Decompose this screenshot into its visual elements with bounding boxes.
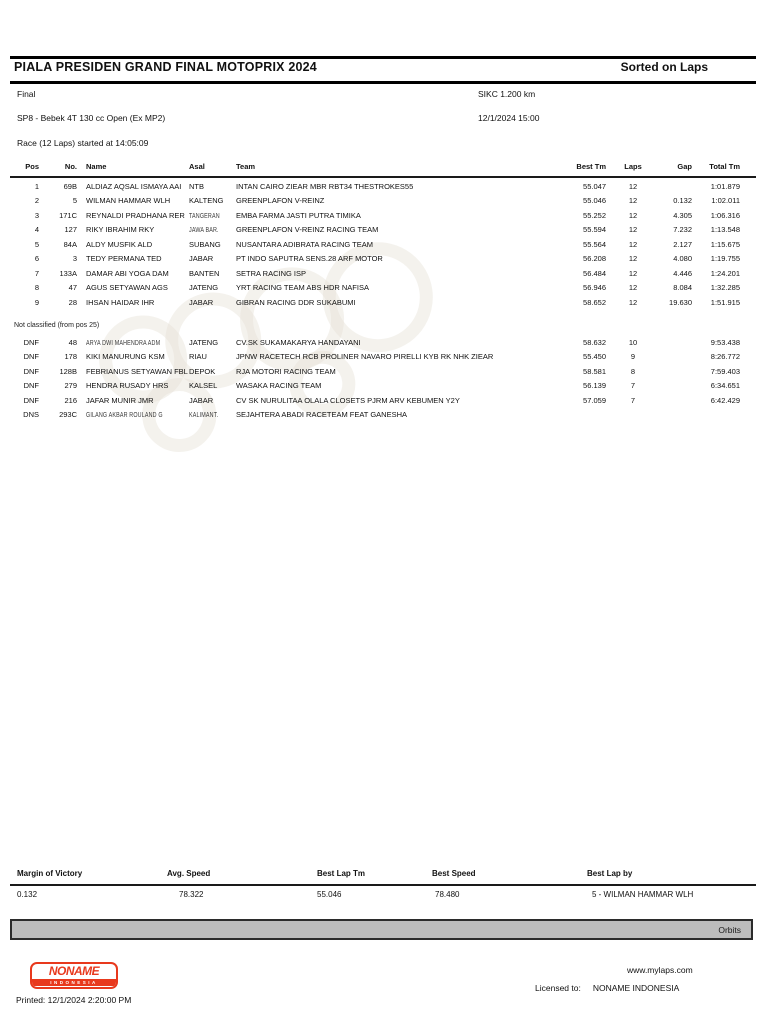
cell-no: 128B	[59, 366, 77, 376]
race-info-label: Race (12 Laps) started at 14:05:09	[17, 138, 149, 148]
orbits-footer-bar	[10, 919, 753, 940]
cell-name: JAFAR MUNIR JMR	[86, 395, 154, 405]
cell-name: REYNALDI PRADHANA RER	[86, 210, 185, 220]
cell-laps: 12	[628, 196, 638, 206]
cell-total: 1:15.675	[710, 239, 740, 249]
cell-team: GREENPLAFON V-REINZ	[236, 196, 325, 206]
cell-name: HENDRA RUSADY HRS	[86, 381, 169, 391]
cell-no: 171C	[59, 210, 77, 220]
cell-pos: DNF	[23, 337, 39, 347]
printed-timestamp: Printed: 12/1/2024 2:20:00 PM	[16, 995, 132, 1005]
cell-team: RJA MOTORI RACING TEAM	[236, 366, 336, 376]
cell-no: 216	[64, 395, 77, 405]
summary-value-avg-speed: 78.322	[179, 890, 204, 899]
cell-asal: DEPOK	[189, 366, 216, 376]
cell-no: 5	[72, 196, 77, 206]
summary-header-margin: Margin of Victory	[17, 869, 83, 878]
cell-no: 84A	[63, 239, 77, 249]
cell-asal: KALTENG	[189, 196, 224, 206]
cell-team: WASAKA RACING TEAM	[236, 381, 322, 391]
cell-name: ALDY MUSFIK ALD	[86, 239, 153, 249]
cell-asal: NTB	[189, 181, 204, 191]
cell-pos: 5	[34, 239, 39, 249]
cell-total: 1:02.011	[711, 196, 740, 206]
class-label: SP8 - Bebek 4T 130 cc Open (Ex MP2)	[17, 113, 166, 123]
table-header-rule	[10, 176, 756, 178]
cell-asal: JAWA BAR.	[189, 225, 219, 235]
table-row	[8, 364, 740, 379]
cell-laps: 12	[628, 268, 638, 278]
cell-total: 1:13.548	[710, 225, 740, 235]
cell-total: 6:42.429	[710, 395, 740, 405]
cell-name: GILANG AKBAR ROULAND G	[86, 410, 163, 420]
table-row	[8, 237, 740, 252]
results-table-header	[8, 162, 740, 174]
cell-gap: 7.232	[673, 225, 692, 235]
cell-best: 56.208	[583, 254, 606, 264]
cell-best: 55.252	[583, 210, 606, 220]
cell-best: 58.652	[583, 297, 606, 307]
cell-no: 133A	[59, 268, 77, 278]
cell-no: 28	[68, 297, 77, 307]
cell-total: 6:34.651	[710, 381, 740, 391]
col-header-name: Name	[86, 162, 107, 171]
cell-total: 7:59.403	[710, 366, 740, 376]
top-rule	[10, 56, 756, 59]
cell-no: 47	[68, 283, 77, 293]
cell-team: EMBA FARMA JASTI PUTRA TIMIKA	[236, 210, 361, 220]
cell-gap: 8.084	[673, 283, 692, 293]
cell-pos: DNS	[23, 410, 39, 420]
cell-name: KIKI MANURUNG KSM	[86, 352, 165, 362]
col-header-total-tm: Total Tm	[709, 162, 740, 171]
licensed-line	[535, 983, 679, 993]
cell-asal: KALSEL	[189, 381, 218, 391]
cell-team: PT INDO SAPUTRA SENS.28 ARF MOTOR	[236, 254, 383, 264]
col-header-no: No.	[64, 162, 77, 171]
cell-pos: 1	[34, 181, 39, 191]
cell-laps: 7	[630, 381, 636, 391]
table-row	[8, 408, 740, 423]
cell-team: INTAN CAIRO ZIEAR MBR RBT34 THESTROKES55	[236, 181, 414, 191]
cell-pos: DNF	[23, 366, 39, 376]
cell-name: ARYA DWI MAHENDRA ADM	[86, 337, 161, 347]
table-row	[8, 179, 740, 194]
table-row	[8, 379, 740, 394]
header-bottom-rule	[10, 81, 756, 84]
cell-total: 1:24.201	[710, 268, 740, 278]
track-label: SIKC 1.200 km	[478, 89, 536, 99]
cell-laps: 10	[628, 337, 638, 347]
session-label: Final	[17, 89, 36, 99]
cell-team: JPNW RACETECH RCB PROLINER NAVARO PIRELLI KYB RK NHK ZIEAR	[236, 352, 494, 362]
cell-name: FEBRIANUS SETYAWAN FBL	[86, 366, 188, 376]
table-row	[8, 194, 740, 209]
cell-best: 58.581	[583, 366, 606, 376]
cell-best: 56.946	[583, 283, 606, 293]
cell-name: RIKY IBRAHIM RKY	[86, 225, 155, 235]
summary-values-row	[17, 890, 757, 899]
table-row	[8, 266, 740, 281]
table-row	[8, 335, 740, 350]
cell-pos: 2	[34, 196, 39, 206]
cell-team: YRT RACING TEAM ABS HDR NAFISA	[236, 283, 369, 293]
classified-results	[8, 179, 740, 310]
cell-no: 178	[64, 352, 77, 362]
cell-asal: RIAU	[189, 352, 207, 362]
cell-name: ALDIAZ AQSAL ISMAYA AAI	[86, 181, 182, 191]
page-title: PIALA PRESIDEN GRAND FINAL MOTOPRIX 2024	[14, 60, 317, 74]
cell-name: DAMAR ABI YOGA DAM	[86, 268, 169, 278]
mylaps-url: www.mylaps.com	[627, 965, 693, 975]
not-classified-results	[8, 335, 740, 422]
cell-no: 48	[68, 337, 77, 347]
cell-asal: JABAR	[189, 395, 214, 405]
cell-pos: 6	[34, 254, 39, 264]
cell-laps: 12	[628, 254, 638, 264]
cell-team: CV.SK SUKAMAKARYA HANDAYANI	[236, 337, 361, 347]
cell-name: WILMAN HAMMAR WLH	[86, 196, 171, 206]
cell-laps: 12	[628, 297, 638, 307]
cell-gap: 0.132	[673, 196, 692, 206]
cell-team: SEJAHTERA ABADI RACETEAM FEAT GANESHA	[236, 410, 408, 420]
cell-total: 1:19.755	[710, 254, 740, 264]
cell-laps: 12	[628, 181, 638, 191]
summary-header-best-lap: Best Lap Tm	[317, 869, 366, 878]
cell-asal: BANTEN	[189, 268, 220, 278]
table-row	[8, 208, 740, 223]
cell-name: IHSAN HAIDAR IHR	[86, 297, 155, 307]
cell-best: 58.632	[583, 337, 606, 347]
cell-team: SETRA RACING ISP	[236, 268, 307, 278]
cell-total: 1:01.879	[710, 181, 740, 191]
cell-total: 1:51.915	[710, 297, 740, 307]
noname-logo	[30, 962, 118, 989]
summary-header-avg-speed: Avg. Speed	[167, 869, 211, 878]
cell-asal: JABAR	[189, 254, 214, 264]
cell-pos: 8	[34, 283, 39, 293]
cell-asal: KALIMANT.	[189, 410, 219, 420]
cell-gap: 4.305	[673, 210, 692, 220]
cell-team: GIBRAN RACING DDR SUKABUMI	[236, 297, 356, 307]
cell-laps: 12	[628, 283, 638, 293]
table-row	[8, 281, 740, 296]
cell-pos: 4	[34, 225, 39, 235]
cell-pos: DNF	[23, 395, 39, 405]
cell-best: 55.450	[583, 352, 606, 362]
cell-asal: JATENG	[189, 337, 219, 347]
cell-asal: TANGERAN	[189, 210, 220, 220]
cell-asal: JATENG	[189, 283, 219, 293]
summary-rule	[10, 884, 756, 886]
summary-value-best-lap-by: 5 - WILMAN HAMMAR WLH	[592, 890, 694, 899]
cell-laps: 12	[628, 225, 638, 235]
col-header-best-tm: Best Tm	[576, 162, 606, 171]
cell-laps: 9	[630, 352, 636, 362]
cell-pos: DNF	[23, 352, 39, 362]
cell-gap: 4.080	[673, 254, 692, 264]
cell-gap: 2.127	[673, 239, 692, 249]
summary-header-best-speed: Best Speed	[432, 869, 476, 878]
table-row	[8, 223, 740, 238]
cell-laps: 12	[628, 239, 638, 249]
cell-best: 55.564	[583, 239, 606, 249]
col-header-gap: Gap	[677, 162, 692, 171]
cell-team: CV SK NURULITAA OLALA CLOSETS PJRM ARV KEBUMEN Y2Y	[236, 395, 460, 405]
summary-value-best-speed: 78.480	[435, 890, 460, 899]
cell-best: 56.139	[583, 381, 606, 391]
table-row	[8, 393, 740, 408]
cell-total: 8:26.772	[710, 352, 740, 362]
cell-best: 56.484	[583, 268, 606, 278]
cell-best: 55.594	[583, 225, 606, 235]
cell-laps: 12	[628, 210, 638, 220]
cell-laps: 8	[630, 366, 636, 376]
table-row	[8, 295, 740, 310]
cell-best: 57.059	[583, 395, 606, 405]
cell-asal: JABAR	[189, 297, 214, 307]
cell-total: 9:53.438	[710, 337, 740, 347]
cell-no: 3	[72, 254, 77, 264]
cell-gap: 4.446	[673, 268, 692, 278]
cell-best: 55.046	[583, 196, 606, 206]
cell-total: 1:32.285	[710, 283, 740, 293]
cell-name: AGUS SETYAWAN AGS	[86, 283, 168, 293]
summary-value-best-lap: 55.046	[317, 890, 342, 899]
cell-no: 127	[64, 225, 77, 235]
cell-no: 279	[64, 381, 77, 391]
cell-best: 55.047	[583, 181, 606, 191]
cell-asal: SUBANG	[189, 239, 221, 249]
cell-pos: 7	[34, 268, 39, 278]
datetime-label: 12/1/2024 15:00	[478, 113, 540, 123]
cell-team: NUSANTARA ADIBRATA RACING TEAM	[236, 239, 373, 249]
licensed-to-name: NONAME INDONESIA	[592, 983, 680, 993]
cell-laps: 7	[630, 395, 636, 405]
col-header-team: Team	[236, 162, 256, 171]
summary-header-best-lap-by: Best Lap by	[587, 869, 633, 878]
cell-total: 1:06.316	[710, 210, 740, 220]
summary-value-margin: 0.132	[17, 890, 38, 899]
licensed-to-label: Licensed to:	[535, 983, 581, 993]
cell-name: TEDY PERMANA TED	[86, 254, 162, 264]
not-classified-label: Not classified (from pos 25)	[14, 322, 100, 329]
orbits-label: Orbits	[718, 924, 741, 935]
cell-pos: 9	[34, 297, 39, 307]
cell-no: 293C	[59, 410, 77, 420]
col-header-asal: Asal	[189, 162, 205, 171]
table-row	[8, 252, 740, 267]
sorted-on-label: Sorted on Laps	[620, 60, 708, 74]
cell-pos: 3	[34, 210, 39, 220]
noname-logo-subtext: INDONESIA	[32, 979, 116, 986]
summary-header-row	[17, 869, 757, 878]
col-header-laps: Laps	[624, 162, 642, 171]
col-header-pos: Pos	[25, 162, 39, 171]
cell-pos: DNF	[23, 381, 39, 391]
noname-logo-text: NONAME	[48, 964, 100, 978]
cell-gap: 19.630	[669, 297, 692, 307]
cell-no: 69B	[63, 181, 77, 191]
cell-team: GREENPLAFON V-REINZ RACING TEAM	[236, 225, 379, 235]
table-row	[8, 350, 740, 365]
